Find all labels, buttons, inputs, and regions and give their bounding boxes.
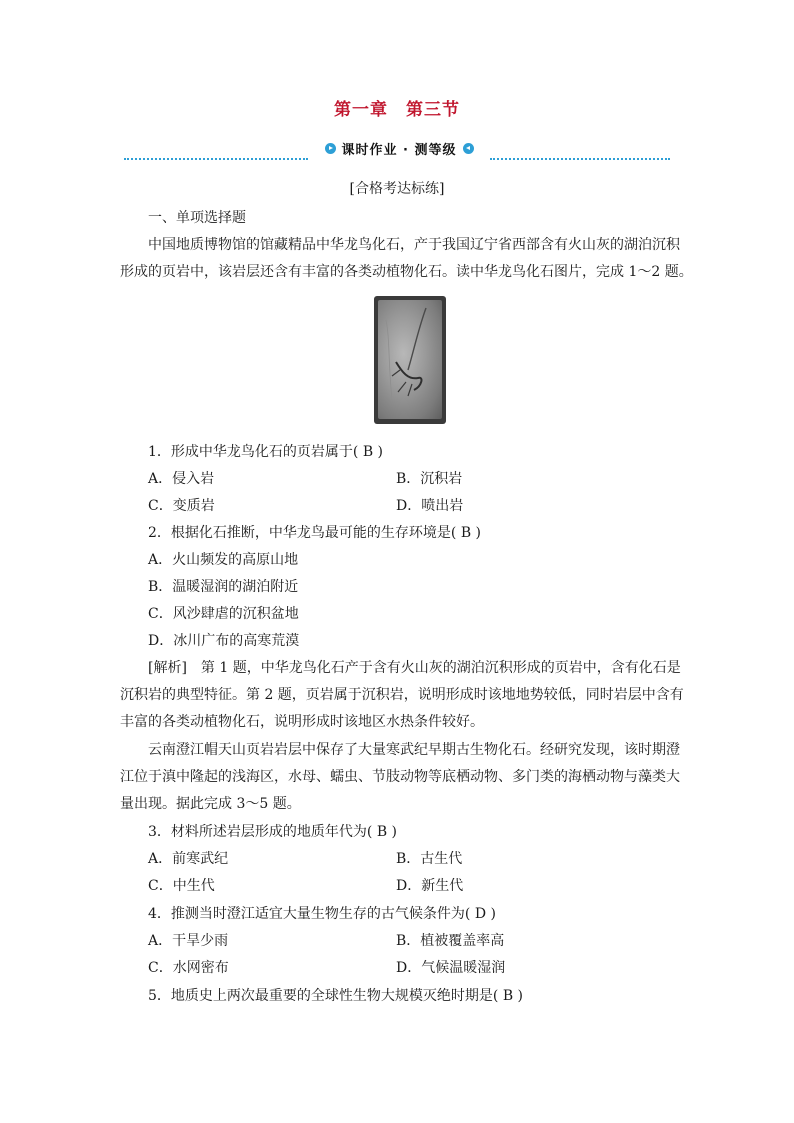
play-right-icon <box>325 143 336 154</box>
intro2-line3: 量出现。据此完成 3～5 题。 <box>120 796 301 812</box>
q4-option-c: C．水网密布 <box>148 960 229 976</box>
q3-stem: 3．材料所述岩层形成的地质年代为( B ) <box>148 824 398 840</box>
q1-option-a: A．侵入岩 <box>148 471 215 487</box>
q3-option-b: B．古生代 <box>396 851 463 867</box>
q4-option-d: D．气候温暖湿润 <box>396 960 506 976</box>
q4-option-a: A．干旱少雨 <box>148 933 229 949</box>
banner-divider-right <box>490 158 670 160</box>
fossil-icon <box>378 300 442 419</box>
play-left-icon <box>463 143 474 154</box>
q5-stem: 5．地质史上两次最重要的全球性生物大规模灭绝时期是( B ) <box>148 988 524 1004</box>
part-title: 一、单项选择题 <box>148 210 246 226</box>
q4-option-b: B．植被覆盖率高 <box>396 933 505 949</box>
section-label: [合格考达标练] <box>349 181 445 197</box>
q1-stem: 1．形成中华龙鸟化石的页岩属于( B ) <box>148 444 384 460</box>
q2-option-d: D．冰川广布的高寒荒漠 <box>148 633 300 649</box>
q2-option-a: A．火山频发的高原山地 <box>148 552 299 568</box>
analysis-line1: [解析] 第 1 题，中华龙鸟化石产于含有火山灰的湖泊沉积形成的页岩中，含有化石是 <box>148 660 681 676</box>
q2-stem: 2．根据化石推断，中华龙鸟最可能的生存环境是( B ) <box>148 525 482 541</box>
fossil-photo <box>374 296 446 424</box>
intro2-line1: 云南澄江帽天山页岩岩层中保存了大量寒武纪早期古生物化石。经研究发现，该时期澄 <box>148 742 680 758</box>
q4-stem: 4．推测当时澄江适宜大量生物生存的古气候条件为( D ) <box>148 906 496 922</box>
analysis-line2: 沉积岩的典型特征。第 2 题，页岩属于沉积岩，说明形成时该地地势较低，同时岩层中含有 <box>120 687 684 703</box>
q3-option-c: C．中生代 <box>148 878 215 894</box>
q1-option-b: B．沉积岩 <box>396 471 463 487</box>
q1-option-c: C．变质岩 <box>148 498 215 514</box>
intro2-line2: 江位于滇中隆起的浅海区，水母、蠕虫、节肢动物等底栖动物、多门类的海栖动物与藻类大 <box>120 769 680 785</box>
q3-option-a: A．前寒武纪 <box>148 851 229 867</box>
q2-option-c: C．风沙肆虐的沉积盆地 <box>148 606 299 622</box>
q2-option-b: B．温暖湿润的湖泊附近 <box>148 579 299 595</box>
intro1-line1: 中国地质博物馆的馆藏精品中华龙鸟化石，产于我国辽宁省西部含有火山灰的湖泊沉积 <box>148 237 680 253</box>
intro1-line2: 形成的页岩中，该岩层还含有丰富的各类动植物化石。读中华龙鸟化石图片，完成 1～2 题。 <box>120 264 693 280</box>
q3-option-d: D．新生代 <box>396 878 464 894</box>
analysis-line3: 丰富的各类动植物化石，说明形成时该地区水热条件较好。 <box>120 714 484 730</box>
section-banner <box>306 140 492 156</box>
fossil-photo-image <box>378 300 442 419</box>
q1-option-d: D．喷出岩 <box>396 498 464 514</box>
banner-divider-left <box>124 158 308 160</box>
banner-text: 课时作业 · 测等级 <box>341 142 457 158</box>
page-title: 第一章 第三节 <box>334 100 460 120</box>
